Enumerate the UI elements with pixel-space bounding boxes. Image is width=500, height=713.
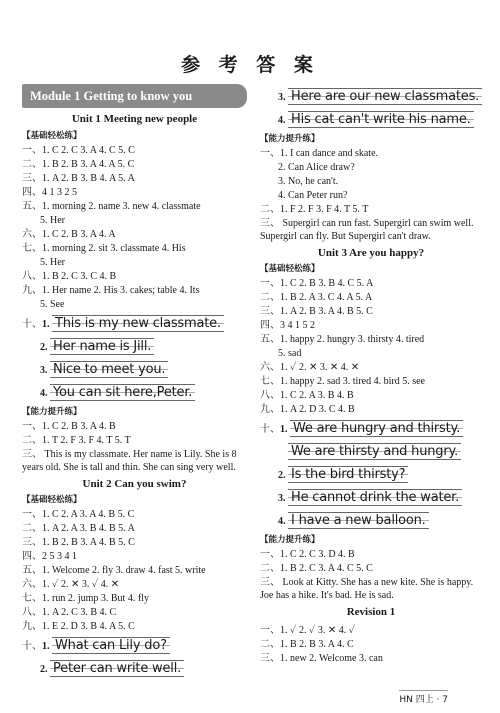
answer-line: 二、1. B 2. A 3. C 4. A 5. A (260, 292, 373, 304)
answer-line: 二、1. A 2. A 3. B 4. B 5. A (22, 522, 135, 534)
answer-line: 四、3 4 1 5 2 (260, 320, 315, 332)
section-number: 十、 (22, 318, 42, 330)
unit-3-answers (260, 277, 482, 416)
page-footer-label: HN 四上 · 7 (399, 690, 448, 705)
handwriting-answers: 十、1. This is my new classmate. 2. Her name is Jill. 3. Nice to meet you. 4. You can sit here,Peter. (22, 315, 247, 401)
unit-3-title: Unit 3 Are you happy? (317, 247, 425, 260)
answer-line: 1. I can dance and skate. (280, 148, 379, 160)
handwritten-sentence: I have a new balloon. (288, 512, 429, 529)
answer-line: 二、1. T 2. F 3. F 4. T 5. T (22, 434, 131, 446)
answer-line: 4. Can Peter run? (278, 190, 348, 202)
answer-line: 三、1. A 2. B 3. B 4. A 5. A (22, 172, 135, 184)
answer-line: 八、1. C 2. A 3. B 4. B (260, 390, 354, 402)
answer-line: 七、1. morning 2. sit 3. classmate 4. His (22, 242, 186, 254)
answer-line: 二、1. B 2. B 3. A 4. A 5. C (22, 158, 135, 170)
answer-line: 五、1. morning 2. name 3. new 4. classmate (22, 200, 201, 212)
answer-line: 九、1. E 2. D 3. B 4. A 5. C (22, 620, 135, 632)
answer-line: 3. No, he can't. (278, 176, 339, 188)
handwritten-sentence: Nice to meet you. (50, 361, 168, 378)
answer-line: 四、2 5 3 4 1 (22, 550, 77, 562)
answer-line: 5. See (40, 298, 65, 310)
answer-line: 六、1. ✓ 2. ✕ 3. ✓ 4. ✕ (22, 578, 120, 590)
unit-1-title: Unit 1 Meeting new people (71, 113, 198, 126)
basic-practice-header: 【基础轻松练】 (260, 264, 320, 275)
unit-2-answers (22, 508, 247, 633)
answer-line: 一、1. C 2. B 3. B 4. C 5. A (260, 278, 374, 290)
advanced-practice-header: 【能力提升练】 (260, 134, 320, 144)
answer-paragraph: 三、 Supergirl can run fast. Supergirl can swim well. Supergirl can fly. But Supergirl can't draw. (260, 218, 474, 243)
handwritten-sentence: Here are our new classmates. (288, 88, 482, 105)
answer-line: 三、1. new 2. Welcome 3. can (260, 652, 383, 664)
handwritten-sentence: He cannot drink the water. (288, 489, 462, 506)
advanced-practice-header: 【能力提升练】 (260, 535, 320, 546)
answer-line: 九、1. A 2. D 3. C 4. B (260, 404, 355, 416)
answer-line: 八、1. B 2. C 3. C 4. B (22, 270, 117, 282)
answer-line: 一、1. C 2. C 3. A 4. C 5. C (22, 144, 135, 156)
answer-line: 5. Her (40, 256, 65, 268)
module-banner: Module 1 Getting to know you (22, 84, 247, 108)
page-title: 参 考 答 案 (181, 54, 319, 76)
answer-line: 九、1. Her name 2. His 3. cakes; table 4. Its (22, 284, 200, 296)
answer-line: 七、1. happy 2. sad 3. tired 4. bird 5. see (260, 376, 425, 388)
unit-2-title: Unit 2 Can you swim? (82, 477, 187, 490)
answer-line: 五、1. happy 2. hungry 3. thirsty 4. tired (260, 334, 425, 346)
handwritten-sentence: His cat can't write his name. (288, 111, 474, 128)
answer-paragraph: 三、 This is my classmate. Her name is Lily. She is 8 years old. She is tall and thin. She can sing very well. (22, 448, 237, 473)
handwritten-sentence: We are thirsty and hungry. (288, 443, 461, 460)
handwritten-sentence: This is my new classmate. (52, 315, 224, 332)
handwritten-sentence: Peter can write well. (50, 660, 184, 677)
answer-line: 六、1. C 2. B 3. A 4. A (22, 228, 116, 240)
answer-paragraph: 三、 Look at Kitty. She has a new kite. She is happy. Joe has a hike. It's bad. He is sad. (260, 577, 474, 602)
answer-line: 2. Can Alice draw? (278, 162, 355, 174)
answer-line: 一、1. ✓ 2. ✓ 3. ✕ 4. ✓ (260, 624, 356, 636)
answer-line: 一、1. C 2. C 3. D 4. B (260, 549, 355, 561)
answer-line: 三、1. A 2. B 3. A 4. B 5. C (260, 306, 373, 318)
answer-line: 5. sad (278, 348, 302, 360)
left-column: Module 1 Getting to know you Unit 1 Meeting new people 【基础轻松练】 一、1. C 2. C 3. A 4. C 5. C 二、1. B 2. B 3. A 4. A 5. C 三、1. A 2. B 3. B 4. A 5. A 四、4 1 3 2 5 五、1. morning 2. name 3. new 4. classmate 5. Her 六、1. C 2. B 3. A 4. A 七、1. morning 2. sit 3. classmate 4. His 5. Her 八、1. B 2. C 3. C 4. B 九、1. Her name 2. His 3. cakes; table 4. Its 5. See 十、1. This is my new classmate. 2. Her name is Jill. 3. Nice to meet you. 4. You can sit here,Peter. 【能力提升练】 一、1. C 2. B 3. A 4. B 二、1. T 2. F 3. F 4. T 5. T 三、 This is my classmate. Her name is Lily. She is 8 years old. She is tall and thin. She can sing very well. Unit 2 Can you swim? 【基础轻松练】 一、1. C 2. A 3. A 4. B 5. C 二、1. A 2. A 3. B 4. B 5. A 三、1. B 2. B 3. A 4. B 5. C 四、2 5 3 4 1 五、1. Welcome 2. fly 3. draw 4. fast 5. write 六、1. ✓ 2. ✕ 3. ✓ 4. ✕ 七、1. run 2. jump 3. But 4. fly 八、1. A 2. C 3. B 4. C 九、1. E 2. D 3. B 4. A 5. C 十、1. What can Lily do? 2. Peter can write well. (22, 84, 247, 683)
section-number: 一、 (260, 148, 280, 160)
right-column: 3. Here are our new classmates. 4. His cat can't write his name. 【能力提升练】 一、1. I can dance and skate. 2. Can Alice draw? 3. No, he can't. 4. Can Peter run? 二、1. F 2. F 3. F 4. T 5. T 三、 Supergirl can run fast. Supergirl can swim well. Supergirl can fly. But Supergirl can't draw. Unit 3 Are you happy? 【基础轻松练】 一、1. C 2. B 3. B 4. C 5. A 二、1. B 2. A 3. C 4. A 5. A 三、1. A 2. B 3. A 4. B 5. C 四、3 4 1 5 2 五、1. happy 2. hungry 3. thirsty 4. tired 5. sad 六、1. ✓ 2. ✕ 3. ✕ 4. ✕ 七、1. happy 2. sad 3. tired 4. bird 5. see 八、1. C 2. A 3. B 4. B 九、1. A 2. D 3. C 4. B 十、1. We are hungry and thirsty. We are thirsty and hungry. 2. Is the bird thirsty? 3. He cannot drink the water. 4. I have a new balloon. 【能力提升练】 一、1. C 2. C 3. D 4. B 二、1. B 2. C 3. A 4. C 5. C 三、 Look at Kitty. She has a new kite. She is happy. Joe has a hike. It's bad. He is sad. Revision 1 一、1. ✓ 2. ✓ 3. ✕ 4. ✓ 二、1. B 2. B 3. A 4. C 三、1. new 2. Welcome 3. can (260, 84, 482, 666)
handwritten-sentence: You can sit here,Peter. (50, 384, 195, 401)
basic-practice-header: 【基础轻松练】 (22, 494, 82, 505)
basic-practice-header: 【基础轻松练】 (22, 130, 82, 141)
answer-line: 六、1. ✓ 2. ✕ 3. ✕ 4. ✕ (260, 362, 360, 374)
unit-1-answers (22, 144, 247, 311)
advanced-practice-header: 【能力提升练】 (22, 406, 82, 417)
answer-line: 二、1. B 2. C 3. A 4. C 5. C (260, 563, 373, 575)
answer-line: 七、1. run 2. jump 3. But 4. fly (22, 592, 149, 604)
answer-line: 一、1. C 2. A 3. A 4. B 5. C (22, 508, 135, 520)
answer-line: 二、1. B 2. B 3. A 4. C (260, 638, 354, 650)
handwritten-sentence: What can Lily do? (52, 637, 170, 654)
answer-line: 5. Her (40, 214, 65, 226)
answer-line: 四、4 1 3 2 5 (22, 186, 77, 198)
handwriting-answers: 十、1. We are hungry and thirsty. We are thirsty and hungry. 2. Is the bird thirsty? 3. He cannot drink the water. 4. I have a new balloon. (260, 420, 482, 529)
revision-1-title: Revision 1 (346, 606, 396, 619)
handwritten-sentence: Her name is Jill. (50, 338, 154, 355)
answer-line: 二、1. F 2. F 3. F 4. T 5. T (260, 204, 369, 216)
handwritten-sentence: We are hungry and thirsty. (290, 420, 463, 437)
handwritten-sentence: Is the bird thirsty? (288, 466, 408, 483)
answer-line: 五、1. Welcome 2. fly 3. draw 4. fast 5. write (22, 564, 206, 576)
section-number: 十、 (260, 424, 280, 436)
section-number: 十、 (22, 640, 42, 652)
answer-line: 八、1. A 2. C 3. B 4. C (22, 606, 117, 618)
answer-line: 三、1. B 2. B 3. A 4. B 5. C (22, 536, 135, 548)
answer-line: 一、1. C 2. B 3. A 4. B (22, 420, 116, 432)
